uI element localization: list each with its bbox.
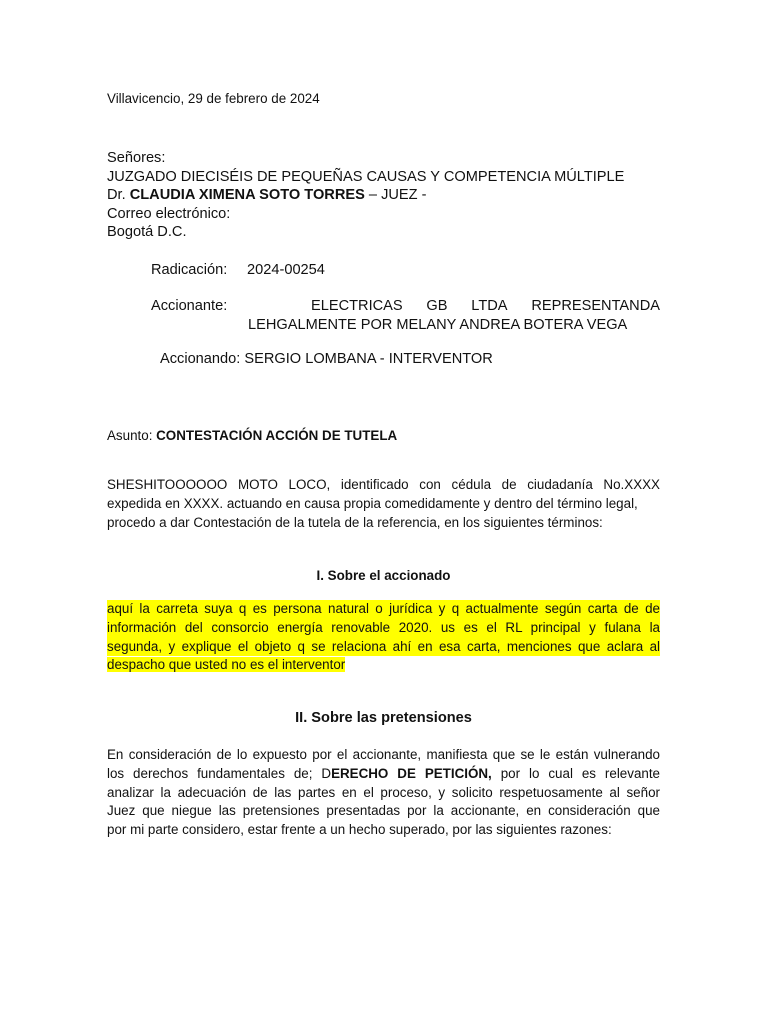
highlight-line [107, 619, 660, 638]
judge-prefix: Dr. [107, 187, 130, 203]
accionante-word: ELECTRICAS [311, 298, 403, 314]
line-text: los derechos fundamentales de; D [107, 765, 332, 781]
judge-suffix: – JUEZ - [364, 187, 427, 203]
accionante-word: LTDA [471, 298, 508, 314]
intro-line: expedida en XXXX. actuando en causa propia comedidamente y dentro del término legal, [107, 495, 638, 511]
court-name: JUZGADO DIECISÉIS DE PEQUEÑAS CAUSAS Y COMPETENCIA MÚLTIPLE [107, 169, 625, 185]
accionante-line1 [311, 298, 660, 314]
pretensiones-paragraph [107, 746, 660, 840]
salutation: Señores: [107, 150, 166, 166]
email-label: Correo electrónico: [107, 206, 231, 222]
accionante-word: GB [426, 298, 448, 314]
subject-label: Asunto: [107, 428, 157, 443]
paragraph-line: por mi parte considero, estar frente a un hecho superado, por las siguientes razones: [107, 822, 612, 838]
judge-name: CLAUDIA XIMENA SOTO TORRES [129, 187, 365, 203]
highlight-text: aquí la carreta suya q es persona natural o jurídica y q actualmente según carta de de [107, 600, 660, 619]
paragraph-line: Juez que niegue las pretensiones presentadas por la accionante, en consideración que [107, 803, 660, 819]
place-date: Villavicencio, 29 de febrero de 2024 [107, 91, 320, 106]
subject-line [107, 428, 397, 443]
paragraph-line: analizar la adecuación de las partes en el proceso, y solicito respetuosamente al señor [107, 784, 660, 800]
section-2-title: II. Sobre las pretensiones [295, 710, 472, 726]
paragraph-line: En consideración de lo expuesto por el accionante, manifiesta que se le están vulnerando [107, 747, 660, 762]
highlight-line [107, 600, 660, 619]
highlighted-paragraph [107, 600, 660, 675]
intro-line: procedo a dar Contestación de la tutela de la referencia, en los siguientes términos: [107, 514, 603, 530]
line-text: por lo cual es relevante [491, 765, 661, 781]
highlight-line [107, 638, 660, 657]
highlight-text: segunda, y explique el objeto q se relaciona ahí en esa carta, menciones que aclara al [107, 638, 660, 657]
judge-line [107, 187, 426, 203]
radicacion-value: 2024-00254 [247, 262, 325, 278]
accionante-line2: LEHGALMENTE POR MELANY ANDREA BOTERA VEGA [248, 317, 628, 333]
accionando: Accionando: SERGIO LOMBANA - INTERVENTOR [160, 351, 493, 367]
section-1-title: I. Sobre el accionado [316, 568, 451, 583]
accionante-label: Accionante: [151, 298, 228, 314]
derecho-peticion: ERECHO DE PETICIÓN, [331, 765, 492, 781]
intro-line: SHESHITOOOOOO MOTO LOCO, identificado con cédula de ciudadanía No.XXXX [107, 477, 660, 492]
highlight-text: despacho que usted no es el interventor [107, 657, 346, 673]
highlight-text: información del consorcio energía renovable 2020. us es el RL principal y fulana la [107, 619, 660, 638]
city: Bogotá D.C. [107, 224, 187, 240]
accionante-word: REPRESENTANDA [531, 298, 660, 314]
subject-value: CONTESTACIÓN ACCIÓN DE TUTELA [156, 428, 398, 443]
intro-paragraph [107, 476, 660, 532]
radicacion-label: Radicación: [151, 262, 228, 278]
paragraph-line [107, 765, 660, 784]
highlight-line [107, 656, 660, 675]
